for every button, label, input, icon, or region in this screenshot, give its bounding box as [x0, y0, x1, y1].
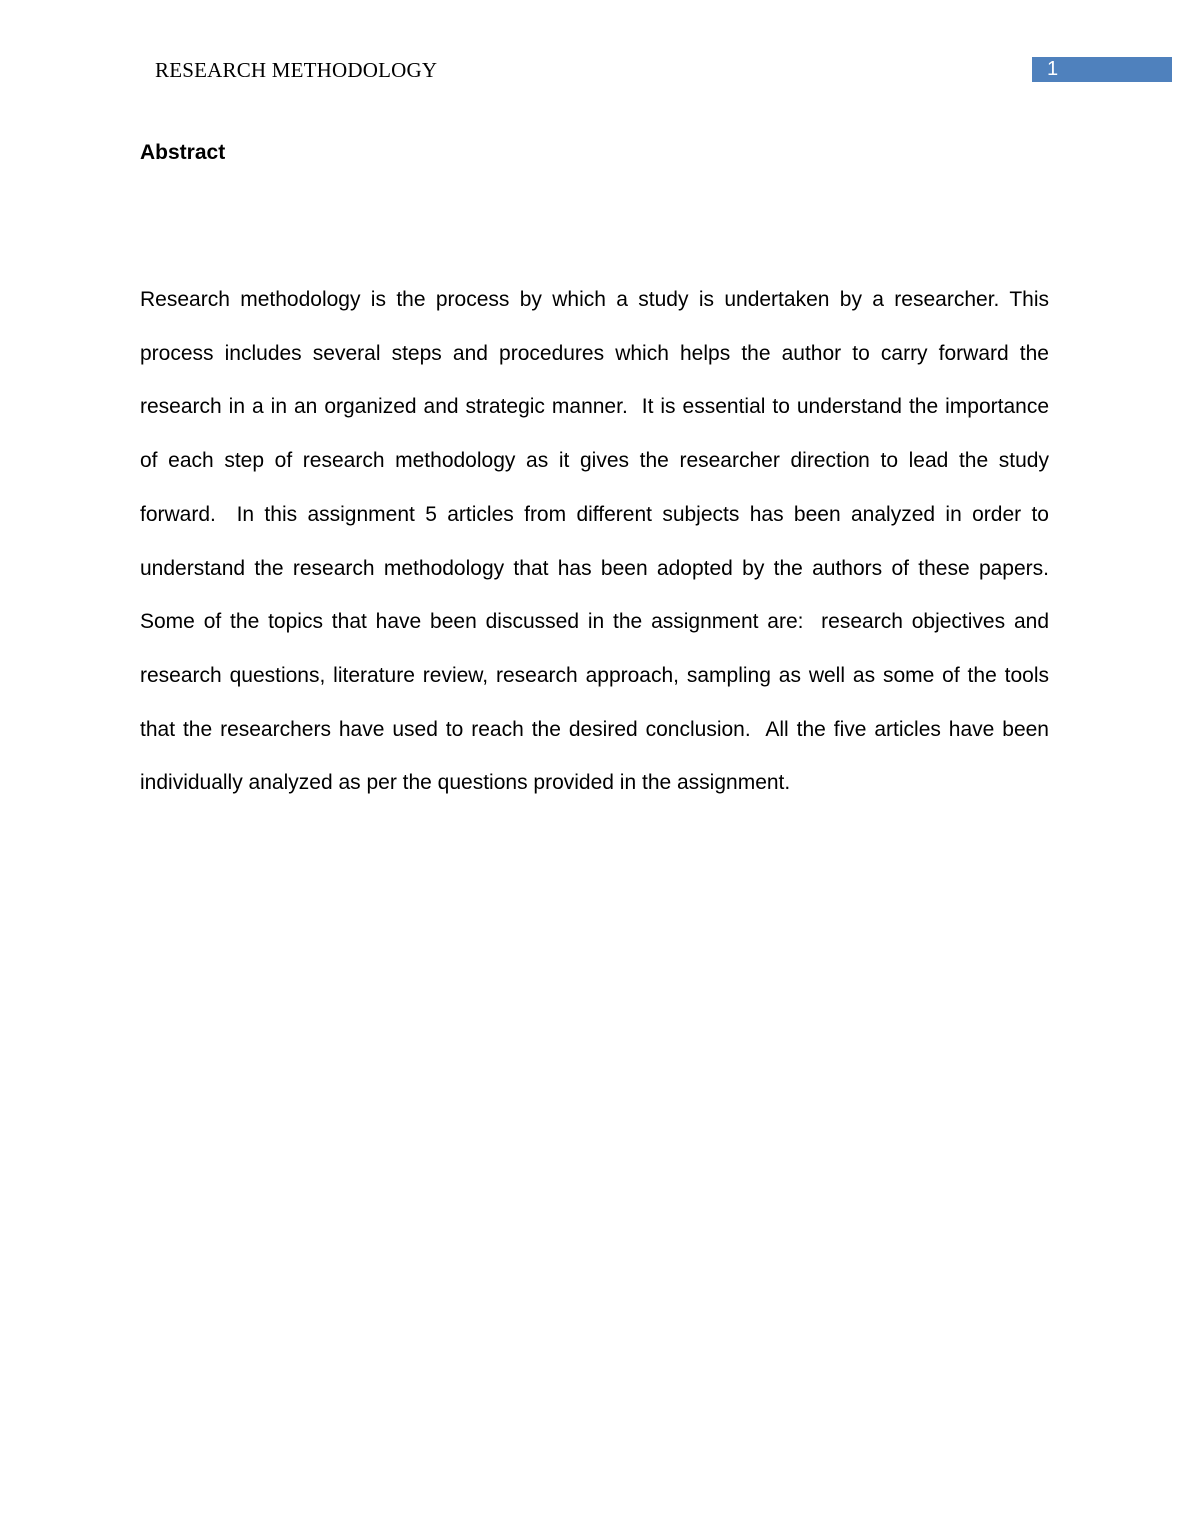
abstract-heading: Abstract	[140, 141, 226, 164]
page-number: 1	[1047, 58, 1059, 80]
running-header-title: RESEARCH METHODOLOGY	[155, 58, 438, 82]
page-number-badge	[1032, 57, 1172, 82]
abstract-paragraph: Research methodology is the process by which a study is undertaken by a researcher. This process includes several steps and procedures which helps the author to carry forward the research in a in an organized and strategic manner. It is essential to understand the importance of each step of research methodology as it gives the researcher direction to lead the study forward. In this assignment 5 articles from different subjects has been analyzed in order to understand the research methodology that has been adopted by the authors of these papers. Some of the topics that have been discussed in the assignment are: research objectives and research questions, literature review, research approach, sampling as well as some of the tools that the researchers have used to reach the desired conclusion. All the five articles have been individually analyzed as per the questions provided in the assignment.	[140, 288, 1061, 795]
